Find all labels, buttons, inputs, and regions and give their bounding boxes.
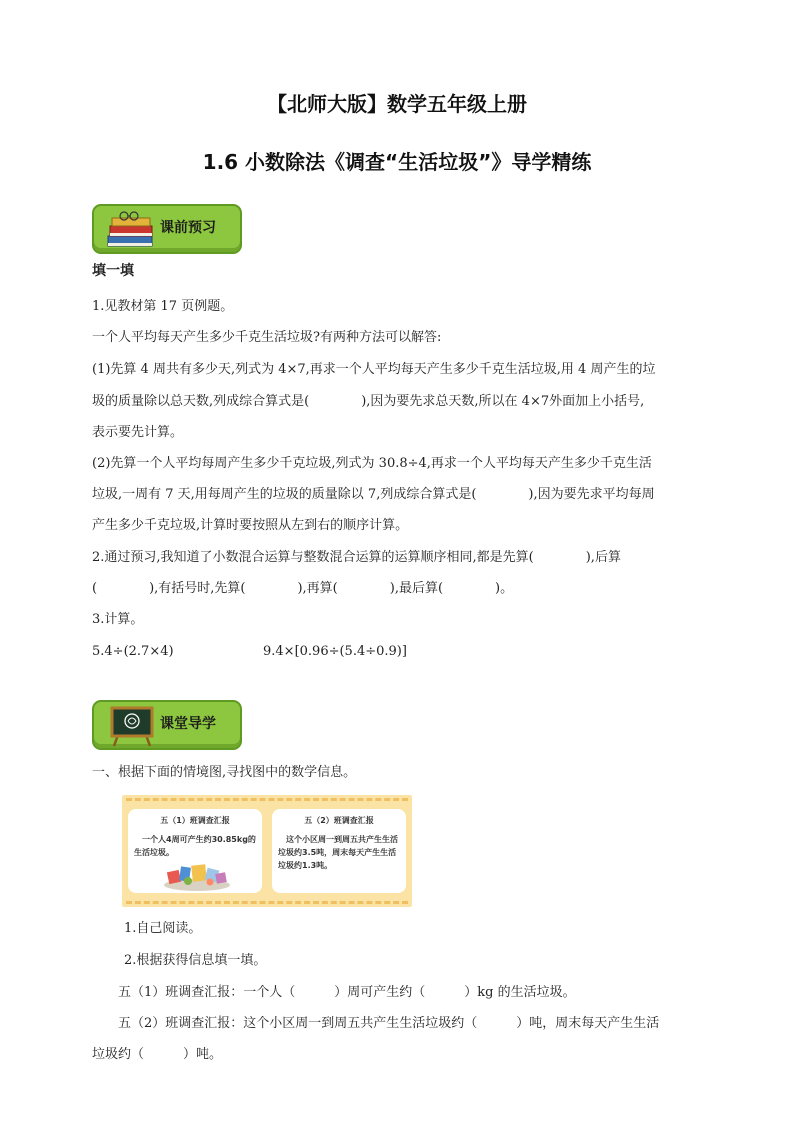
section-heading: 填一填 <box>92 263 134 279</box>
question-1-part-2-line-2: 垃圾,一周有 7 天,用每周产生的垃圾的质量除以 7,列成综合算式是( ),因为要先求平均每周 <box>92 487 655 502</box>
question-2-line-1: 2.通过预习,我知道了小数混合运算与整数混合运算的运算顺序相同,都是先算( ),后算 <box>92 550 621 565</box>
blackboard-icon <box>108 705 156 747</box>
fill-in-class-1: 五（1）班调查汇报：一个人（ ）周可产生约（ ）kg 的生活垃圾。 <box>118 985 576 1000</box>
step-2: 2.根据获得信息填一填。 <box>124 953 267 968</box>
report-card-text: 这个小区周一到周五共产生生活垃圾约3.5吨，周末每天产生生活垃圾约1.3吨。 <box>278 835 398 870</box>
question-1-part-2-line-3: 产生多少千克垃圾,计算时要按照从左到右的顺序计算。 <box>92 518 409 533</box>
fill-in-class-2-line-1: 五（2）班调查汇报：这个小区周一到周五共产生生活垃圾约（ ）吨，周末每天产生生活 <box>118 1016 660 1031</box>
question-1-part-1-line-2: 圾的质量除以总天数,列成综合算式是( ),因为要先求总天数,所以在 4×7外面加上小括号, <box>92 394 645 409</box>
panel-border-top <box>126 798 408 801</box>
guide-question-1: 一、根据下面的情境图,寻找图中的数学信息。 <box>92 765 357 780</box>
scene-illustration <box>122 795 412 907</box>
calc-expression-1: 5.4÷(2.7×4) <box>92 644 174 659</box>
report-card-class-2 <box>272 809 406 893</box>
books-icon <box>104 210 158 250</box>
question-1-part-2-line-1: (2)先算一个人平均每周产生多少千克垃圾,列式为 30.8÷4,再求一个人平均每天产生多少千克生活 <box>92 456 652 471</box>
step-1: 1.自己阅读。 <box>124 921 202 936</box>
section-banner-preview <box>92 204 242 254</box>
question-1-part-1-line-3: 表示要先计算。 <box>92 425 184 440</box>
question-1-intro: 一个人平均每天产生多少千克生活垃圾?有两种方法可以解答: <box>92 330 442 345</box>
banner-label: 课前预习 <box>160 220 216 236</box>
fill-in-class-2-line-2: 垃圾约（ ）吨。 <box>92 1047 223 1062</box>
panel-border-bottom <box>126 901 408 904</box>
question-1-part-1-line-1: (1)先算 4 周共有多少天,列式为 4×7,再求一个人平均每天产生多少千克生活垃圾,用 4 周产生的垃 <box>92 362 656 377</box>
report-card-class-1 <box>128 809 262 893</box>
page-subtitle: 1.6 小数除法《调查“生活垃圾”》导学精练 <box>202 150 592 174</box>
report-card-text: 一个人4周可产生约30.85kg的生活垃圾。 <box>134 835 256 857</box>
question-1: 1.见教材第 17 页例题。 <box>92 299 234 314</box>
page-title: 【北师大版】数学五年级上册 <box>267 92 527 116</box>
banner-label: 课堂导学 <box>160 716 216 732</box>
report-card-title: 五（2）班调查汇报 <box>304 816 374 825</box>
question-2-line-2: ( ),有括号时,先算( ),再算( ),最后算( )。 <box>92 581 514 596</box>
question-3: 3.计算。 <box>92 612 144 627</box>
calc-expression-2: 9.4×[0.96÷(5.4÷0.9)] <box>263 644 407 659</box>
section-banner-classroom <box>92 700 242 750</box>
garbage-pile-icon <box>162 861 232 891</box>
report-card-title: 五（1）班调查汇报 <box>160 816 230 825</box>
